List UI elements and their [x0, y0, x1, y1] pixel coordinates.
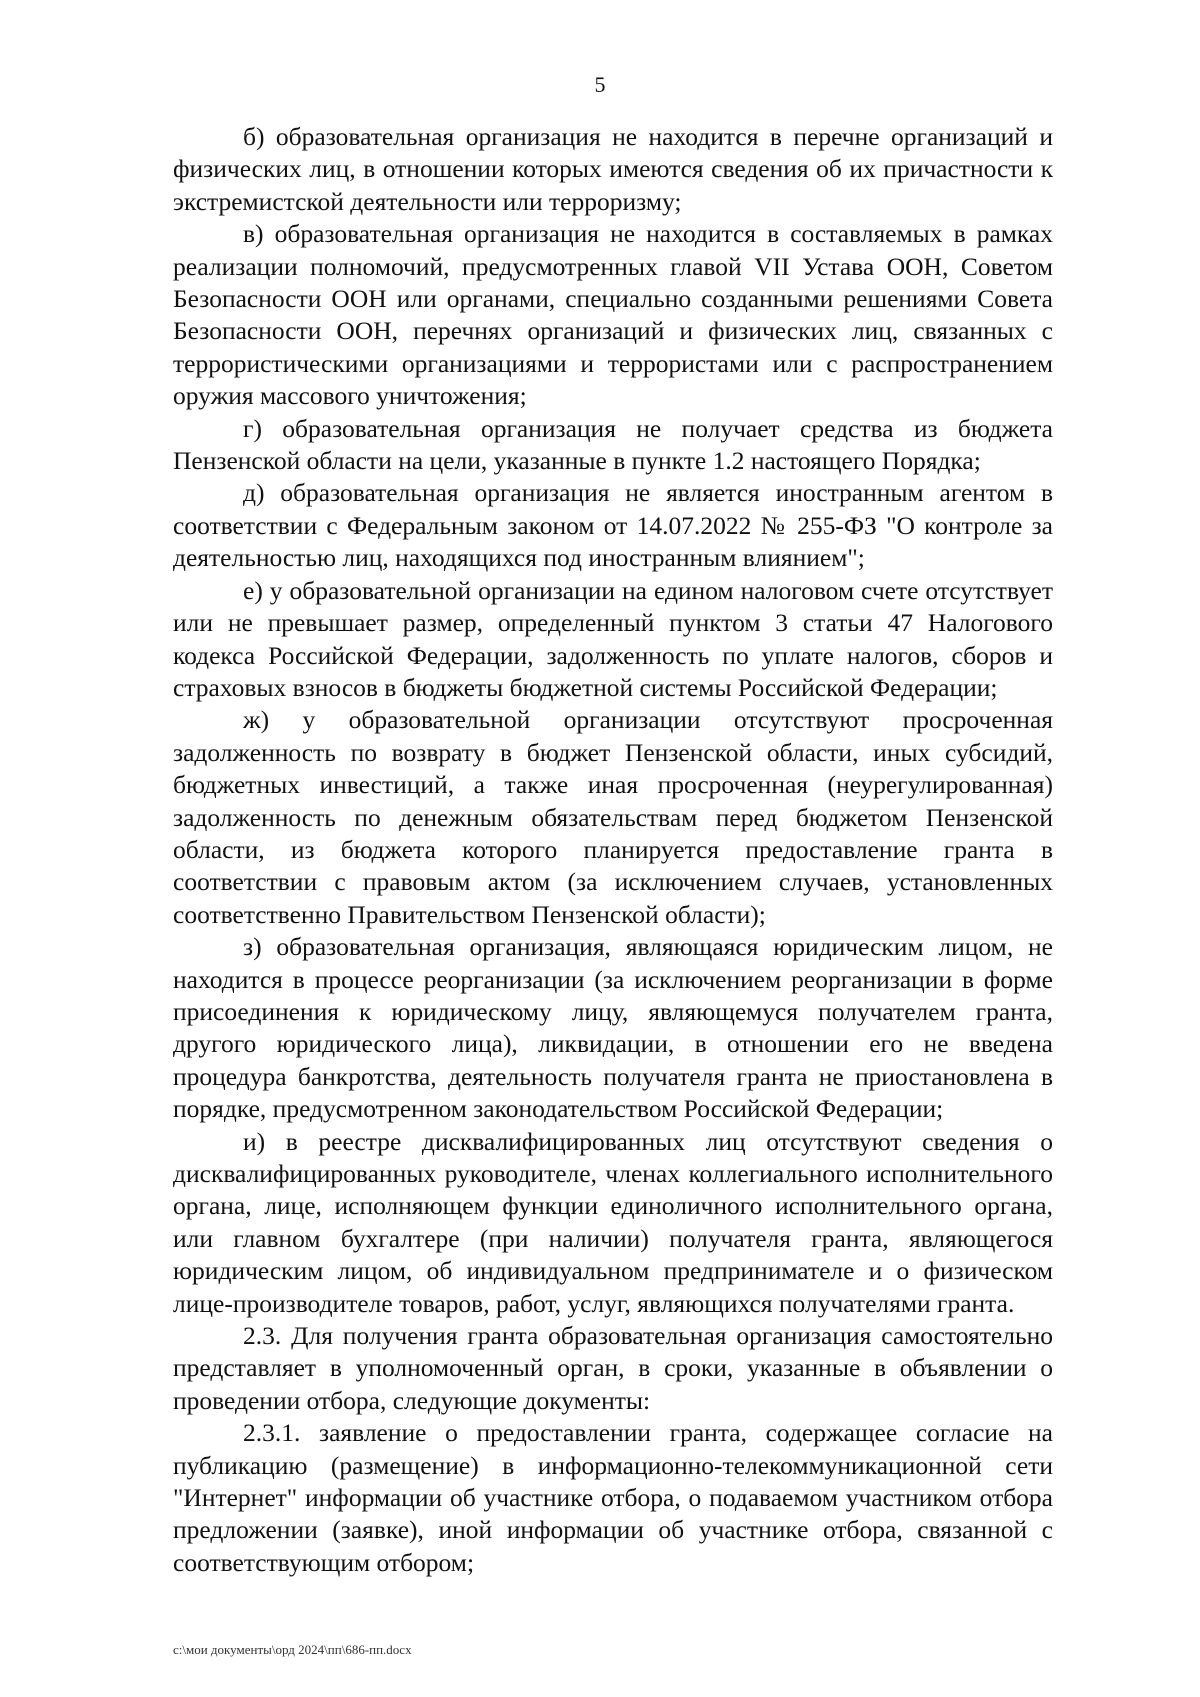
paragraph-2-3-1: 2.3.1. заявление о предоставлении гранта, содержащее согласие на публикацию (размещение) в информационно-телекоммуникационной сети "Интернет" информации об участнике отбора, о подаваемом участником отбора предложении (заявке), иной информации об участнике отбора, связанной с соответствующим отбором;: [173, 1418, 1053, 1577]
paragraph-i: и) в реестре дисквалифицированных лиц отсутствуют сведения о дисквалифицированных руководителе, членах коллегиального исполнительного органа, лице, исполняющем функции единоличного исполнительного органа, или главном бухгалтере (при наличии) получателя гранта, являющегося юридическим лицом, об индивидуальном предпринимателе и о физическом лице-производителе товаров, работ, услуг, являющихся получателями гранта.: [173, 1126, 1053, 1318]
paragraph-2-3: 2.3. Для получения гранта образовательная организация самостоятельно представляет в уполномоченный орган, в сроки, указанные в объявлении о проведении отбора, следующие документы:: [173, 1321, 1053, 1415]
paragraph-zh: ж) у образовательной организации отсутствуют просроченная задолженность по возврату в бюджет Пензенской области, иных субсидий, бюджетных инвестиций, а также иная просроченная (неурегулированная) задолженность по денежным обязательствам перед бюджетом Пензенской области, из бюджета которого планируется предоставление гранта в соответствии с правовым актом (за исключением случаев, установленных соответственно Правительством Пензенской области);: [173, 705, 1053, 929]
paragraph-b: б) образовательная организация не находится в перечне организаций и физических лиц, в отношении которых имеются сведения об их причастности к экстремистской деятельности или терроризму;: [173, 122, 1053, 216]
paragraph-v: в) образовательная организация не находится в составляемых в рамках реализации полномочий, предусмотренных главой VII Устава ООН, Советом Безопасности ООН или органами, специально созданными решениями Совета Безопасности ООН, перечнях организаций и физических лиц, связанных с террористическими организациями и террористами или с распространением оружия массового уничтожения;: [173, 219, 1053, 411]
paragraph-d: д) образовательная организация не является иностранным агентом в соответствии с Федеральным законом от 14.07.2022 № 255-ФЗ "О контроле за деятельностью лиц, находящихся под иностранным влиянием";: [173, 478, 1053, 573]
document-body: [173, 121, 1053, 1579]
paragraph-g: г) образовательная организация не получает средства из бюджета Пензенской области на цели, указанные в пункте 1.2 настоящего Порядка;: [173, 413, 1053, 476]
page-number: 5: [594, 72, 606, 97]
paragraph-e: е) у образовательной организации на едином налоговом счете отсутствует или не превышает размер, определенный пунктом 3 статьи 47 Налогового кодекса Российской Федерации, задолженность по уплате налогов, сборов и страховых взносов в бюджеты бюджетной системы Российской Федерации;: [173, 575, 1053, 702]
paragraph-z: з) образовательная организация, являющаяся юридическим лицом, не находится в процессе реорганизации (за исключением реорганизации в форме присоединения к юридическому лицу, являющемуся получателем гранта, другого юридического лица), ликвидации, в отношении его не введена процедура банкротства, деятельность получателя гранта не приостановлена в порядке, предусмотренном законодательством Российской Федерации;: [173, 932, 1053, 1124]
footer-file-path: c:\мои документы\орд 2024\пп\686-пп.docx: [173, 1642, 412, 1657]
